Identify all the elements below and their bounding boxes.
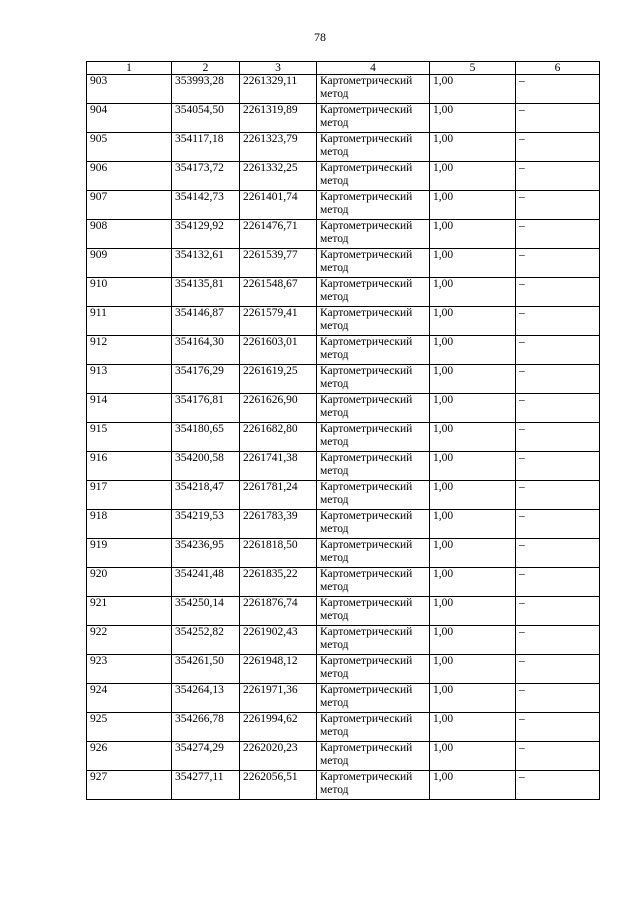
table-row <box>87 278 600 307</box>
point-number-cell: 909 <box>87 249 172 278</box>
description-cell: – <box>516 307 600 336</box>
x-coordinate-cell: 354180,65 <box>172 423 240 452</box>
description-cell: – <box>516 423 600 452</box>
table-row <box>87 713 600 742</box>
x-coordinate-cell: 354117,18 <box>172 133 240 162</box>
accuracy-cell: 1,00 <box>430 307 516 336</box>
y-coordinate-cell: 2261971,36 <box>240 684 317 713</box>
table-row <box>87 597 600 626</box>
method-cell: Картометрический метод <box>317 423 430 452</box>
description-cell: – <box>516 278 600 307</box>
table-row <box>87 191 600 220</box>
table-row <box>87 539 600 568</box>
description-cell: – <box>516 510 600 539</box>
x-coordinate-cell: 354219,53 <box>172 510 240 539</box>
accuracy-cell: 1,00 <box>430 394 516 423</box>
method-cell: Картометрический метод <box>317 249 430 278</box>
y-coordinate-cell: 2261781,24 <box>240 481 317 510</box>
table-row <box>87 742 600 771</box>
point-number-cell: 920 <box>87 568 172 597</box>
y-coordinate-cell: 2261579,41 <box>240 307 317 336</box>
accuracy-cell: 1,00 <box>430 365 516 394</box>
description-cell: – <box>516 481 600 510</box>
accuracy-cell: 1,00 <box>430 75 516 104</box>
x-coordinate-cell: 354142,73 <box>172 191 240 220</box>
accuracy-cell: 1,00 <box>430 249 516 278</box>
table-header <box>87 62 600 75</box>
point-number-cell: 908 <box>87 220 172 249</box>
column-header-2: 2 <box>172 62 240 75</box>
table-row <box>87 336 600 365</box>
description-cell: – <box>516 771 600 800</box>
y-coordinate-cell: 2261548,67 <box>240 278 317 307</box>
accuracy-cell: 1,00 <box>430 191 516 220</box>
table-row <box>87 365 600 394</box>
point-number-cell: 918 <box>87 510 172 539</box>
x-coordinate-cell: 354132,61 <box>172 249 240 278</box>
accuracy-cell: 1,00 <box>430 771 516 800</box>
point-number-cell: 910 <box>87 278 172 307</box>
method-cell: Картометрический метод <box>317 191 430 220</box>
table-row <box>87 510 600 539</box>
method-cell: Картометрический метод <box>317 75 430 104</box>
point-number-cell: 906 <box>87 162 172 191</box>
method-cell: Картометрический метод <box>317 307 430 336</box>
y-coordinate-cell: 2262056,51 <box>240 771 317 800</box>
accuracy-cell: 1,00 <box>430 336 516 365</box>
x-coordinate-cell: 354200,58 <box>172 452 240 481</box>
method-cell: Картометрический метод <box>317 394 430 423</box>
table-row <box>87 684 600 713</box>
point-number-cell: 903 <box>87 75 172 104</box>
x-coordinate-cell: 354176,81 <box>172 394 240 423</box>
point-number-cell: 913 <box>87 365 172 394</box>
accuracy-cell: 1,00 <box>430 510 516 539</box>
table-row <box>87 75 600 104</box>
description-cell: – <box>516 133 600 162</box>
table-row <box>87 626 600 655</box>
page-number: 78 <box>314 30 326 44</box>
point-number-cell: 905 <box>87 133 172 162</box>
point-number-cell: 923 <box>87 655 172 684</box>
x-coordinate-cell: 353993,28 <box>172 75 240 104</box>
x-coordinate-cell: 354054,50 <box>172 104 240 133</box>
description-cell: – <box>516 249 600 278</box>
description-cell: – <box>516 394 600 423</box>
x-coordinate-cell: 354135,81 <box>172 278 240 307</box>
y-coordinate-cell: 2261323,79 <box>240 133 317 162</box>
accuracy-cell: 1,00 <box>430 278 516 307</box>
method-cell: Картометрический метод <box>317 742 430 771</box>
accuracy-cell: 1,00 <box>430 655 516 684</box>
y-coordinate-cell: 2261619,25 <box>240 365 317 394</box>
method-cell: Картометрический метод <box>317 365 430 394</box>
table-row <box>87 220 600 249</box>
method-cell: Картометрический метод <box>317 510 430 539</box>
table-row <box>87 394 600 423</box>
description-cell: – <box>516 336 600 365</box>
description-cell: – <box>516 597 600 626</box>
header-row <box>87 62 600 75</box>
x-coordinate-cell: 354250,14 <box>172 597 240 626</box>
method-cell: Картометрический метод <box>317 626 430 655</box>
column-header-4: 4 <box>317 62 430 75</box>
y-coordinate-cell: 2261319,89 <box>240 104 317 133</box>
accuracy-cell: 1,00 <box>430 104 516 133</box>
description-cell: – <box>516 539 600 568</box>
table-row <box>87 771 600 800</box>
accuracy-cell: 1,00 <box>430 539 516 568</box>
method-cell: Картометрический метод <box>317 162 430 191</box>
table-row <box>87 452 600 481</box>
accuracy-cell: 1,00 <box>430 742 516 771</box>
point-number-cell: 917 <box>87 481 172 510</box>
x-coordinate-cell: 354266,78 <box>172 713 240 742</box>
x-coordinate-cell: 354146,87 <box>172 307 240 336</box>
description-cell: – <box>516 191 600 220</box>
y-coordinate-cell: 2261332,25 <box>240 162 317 191</box>
method-cell: Картометрический метод <box>317 713 430 742</box>
description-cell: – <box>516 568 600 597</box>
table-row <box>87 133 600 162</box>
point-number-cell: 921 <box>87 597 172 626</box>
y-coordinate-cell: 2261948,12 <box>240 655 317 684</box>
y-coordinate-cell: 2261783,39 <box>240 510 317 539</box>
method-cell: Картометрический метод <box>317 278 430 307</box>
description-cell: – <box>516 365 600 394</box>
point-number-cell: 915 <box>87 423 172 452</box>
column-header-3: 3 <box>240 62 317 75</box>
x-coordinate-cell: 354173,72 <box>172 162 240 191</box>
column-header-1: 1 <box>87 62 172 75</box>
point-number-cell: 907 <box>87 191 172 220</box>
point-number-cell: 912 <box>87 336 172 365</box>
description-cell: – <box>516 684 600 713</box>
method-cell: Картометрический метод <box>317 220 430 249</box>
y-coordinate-cell: 2261329,11 <box>240 75 317 104</box>
table-row <box>87 307 600 336</box>
point-number-cell: 914 <box>87 394 172 423</box>
y-coordinate-cell: 2261994,62 <box>240 713 317 742</box>
accuracy-cell: 1,00 <box>430 713 516 742</box>
point-number-cell: 904 <box>87 104 172 133</box>
description-cell: – <box>516 162 600 191</box>
accuracy-cell: 1,00 <box>430 597 516 626</box>
coordinates-table <box>86 61 600 800</box>
accuracy-cell: 1,00 <box>430 568 516 597</box>
point-number-cell: 919 <box>87 539 172 568</box>
accuracy-cell: 1,00 <box>430 220 516 249</box>
y-coordinate-cell: 2261539,77 <box>240 249 317 278</box>
table-row <box>87 423 600 452</box>
method-cell: Картометрический метод <box>317 452 430 481</box>
y-coordinate-cell: 2262020,23 <box>240 742 317 771</box>
point-number-cell: 922 <box>87 626 172 655</box>
method-cell: Картометрический метод <box>317 539 430 568</box>
point-number-cell: 925 <box>87 713 172 742</box>
x-coordinate-cell: 354129,92 <box>172 220 240 249</box>
table-row <box>87 655 600 684</box>
method-cell: Картометрический метод <box>317 336 430 365</box>
y-coordinate-cell: 2261902,43 <box>240 626 317 655</box>
description-cell: – <box>516 742 600 771</box>
y-coordinate-cell: 2261682,80 <box>240 423 317 452</box>
accuracy-cell: 1,00 <box>430 423 516 452</box>
y-coordinate-cell: 2261476,71 <box>240 220 317 249</box>
accuracy-cell: 1,00 <box>430 481 516 510</box>
table-row <box>87 162 600 191</box>
point-number-cell: 927 <box>87 771 172 800</box>
table-row <box>87 481 600 510</box>
x-coordinate-cell: 354236,95 <box>172 539 240 568</box>
point-number-cell: 926 <box>87 742 172 771</box>
x-coordinate-cell: 354164,30 <box>172 336 240 365</box>
method-cell: Картометрический метод <box>317 771 430 800</box>
method-cell: Картометрический метод <box>317 655 430 684</box>
method-cell: Картометрический метод <box>317 481 430 510</box>
point-number-cell: 911 <box>87 307 172 336</box>
accuracy-cell: 1,00 <box>430 452 516 481</box>
table-row <box>87 104 600 133</box>
y-coordinate-cell: 2261818,50 <box>240 539 317 568</box>
table-row <box>87 568 600 597</box>
y-coordinate-cell: 2261835,22 <box>240 568 317 597</box>
method-cell: Картометрический метод <box>317 597 430 626</box>
y-coordinate-cell: 2261626,90 <box>240 394 317 423</box>
description-cell: – <box>516 220 600 249</box>
column-header-5: 5 <box>430 62 516 75</box>
x-coordinate-cell: 354218,47 <box>172 481 240 510</box>
description-cell: – <box>516 104 600 133</box>
y-coordinate-cell: 2261401,74 <box>240 191 317 220</box>
description-cell: – <box>516 75 600 104</box>
description-cell: – <box>516 655 600 684</box>
x-coordinate-cell: 354241,48 <box>172 568 240 597</box>
point-number-cell: 916 <box>87 452 172 481</box>
accuracy-cell: 1,00 <box>430 684 516 713</box>
y-coordinate-cell: 2261876,74 <box>240 597 317 626</box>
method-cell: Картометрический метод <box>317 104 430 133</box>
description-cell: – <box>516 713 600 742</box>
method-cell: Картометрический метод <box>317 133 430 162</box>
point-number-cell: 924 <box>87 684 172 713</box>
accuracy-cell: 1,00 <box>430 133 516 162</box>
x-coordinate-cell: 354264,13 <box>172 684 240 713</box>
x-coordinate-cell: 354176,29 <box>172 365 240 394</box>
table-row <box>87 249 600 278</box>
method-cell: Картометрический метод <box>317 568 430 597</box>
column-header-6: 6 <box>516 62 600 75</box>
y-coordinate-cell: 2261603,01 <box>240 336 317 365</box>
x-coordinate-cell: 354277,11 <box>172 771 240 800</box>
accuracy-cell: 1,00 <box>430 162 516 191</box>
accuracy-cell: 1,00 <box>430 626 516 655</box>
x-coordinate-cell: 354274,29 <box>172 742 240 771</box>
description-cell: – <box>516 452 600 481</box>
table-body <box>87 75 600 800</box>
x-coordinate-cell: 354252,82 <box>172 626 240 655</box>
y-coordinate-cell: 2261741,38 <box>240 452 317 481</box>
description-cell: – <box>516 626 600 655</box>
method-cell: Картометрический метод <box>317 684 430 713</box>
x-coordinate-cell: 354261,50 <box>172 655 240 684</box>
